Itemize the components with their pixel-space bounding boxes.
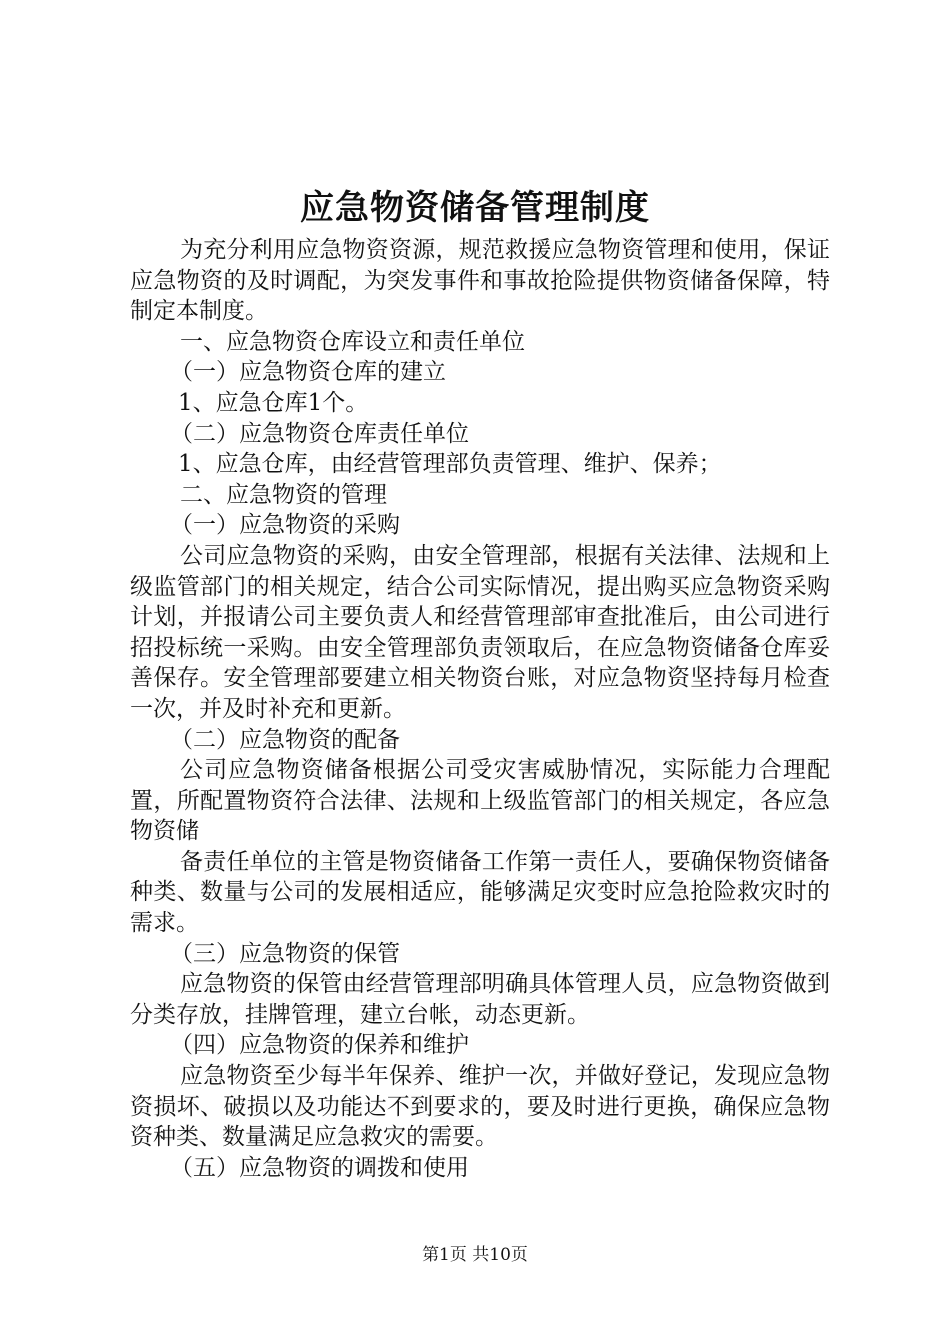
list-item: 1、应急仓库1个。	[178, 389, 369, 416]
subsection-heading: （二）应急物资仓库责任单位	[170, 420, 469, 447]
subsection-heading: （三）应急物资的保管	[170, 940, 400, 967]
section-heading: 二、应急物资的管理	[180, 481, 387, 508]
subsection-heading: （二）应急物资的配备	[170, 726, 400, 753]
paragraph: 备责任单位的主管是物资储备工作第一责任人，要确保物资储备种类、数量与公司的发展相适应，能够满足灾变时应急抢险救灾时的需求。	[130, 848, 830, 937]
paragraph: 应急物资至少每半年保养、维护一次，并做好登记，发现应急物资损坏、破损以及功能达不到要求的，要及时进行更换，确保应急物资种类、数量满足应急救灾的需要。	[130, 1063, 830, 1151]
subsection-heading: （五）应急物资的调拨和使用	[170, 1154, 469, 1181]
document-title: 应急物资储备管理制度	[300, 188, 650, 228]
subsection-heading: （一）应急物资仓库的建立	[170, 359, 446, 386]
subsection-heading: （四）应急物资的保养和维护	[170, 1032, 469, 1059]
paragraph: 公司应急物资的采购，由安全管理部，根据有关法律、法规和上级监管部门的相关规定，结合公司实际情况，提出购买应急物资采购计划，并报请公司主要负责人和经营管理部审查批准后，由公司进行招投标统一采购。由安全管理部负责领取后，在应急物资储备仓库妥善保存。安全管理部要建立相关物资台账，对应急物资坚持每月检查一次，并及时补充和更新。	[130, 542, 830, 722]
paragraph: 为充分利用应急物资资源，规范救援应急物资管理和使用，保证应急物资的及时调配，为突发事件和事故抢险提供物资储备保障，特制定本制度。	[130, 237, 830, 325]
subsection-heading: （一）应急物资的采购	[170, 512, 400, 539]
page-footer: 第1页 共10页	[422, 1245, 528, 1265]
paragraph: 应急物资的保管由经营管理部明确具体管理人员，应急物资做到分类存放，挂牌管理，建立台帐，动态更新。	[130, 971, 830, 1028]
section-heading: 一、应急物资仓库设立和责任单位	[180, 328, 525, 355]
paragraph: 公司应急物资储备根据公司受灾害威胁情况，实际能力合理配置，所配置物资符合法律、法规和上级监管部门的相关规定，各应急物资储	[130, 757, 830, 845]
list-item: 1、应急仓库，由经营管理部负责管理、维护、保养；	[178, 451, 722, 478]
document-body	[130, 235, 830, 1183]
